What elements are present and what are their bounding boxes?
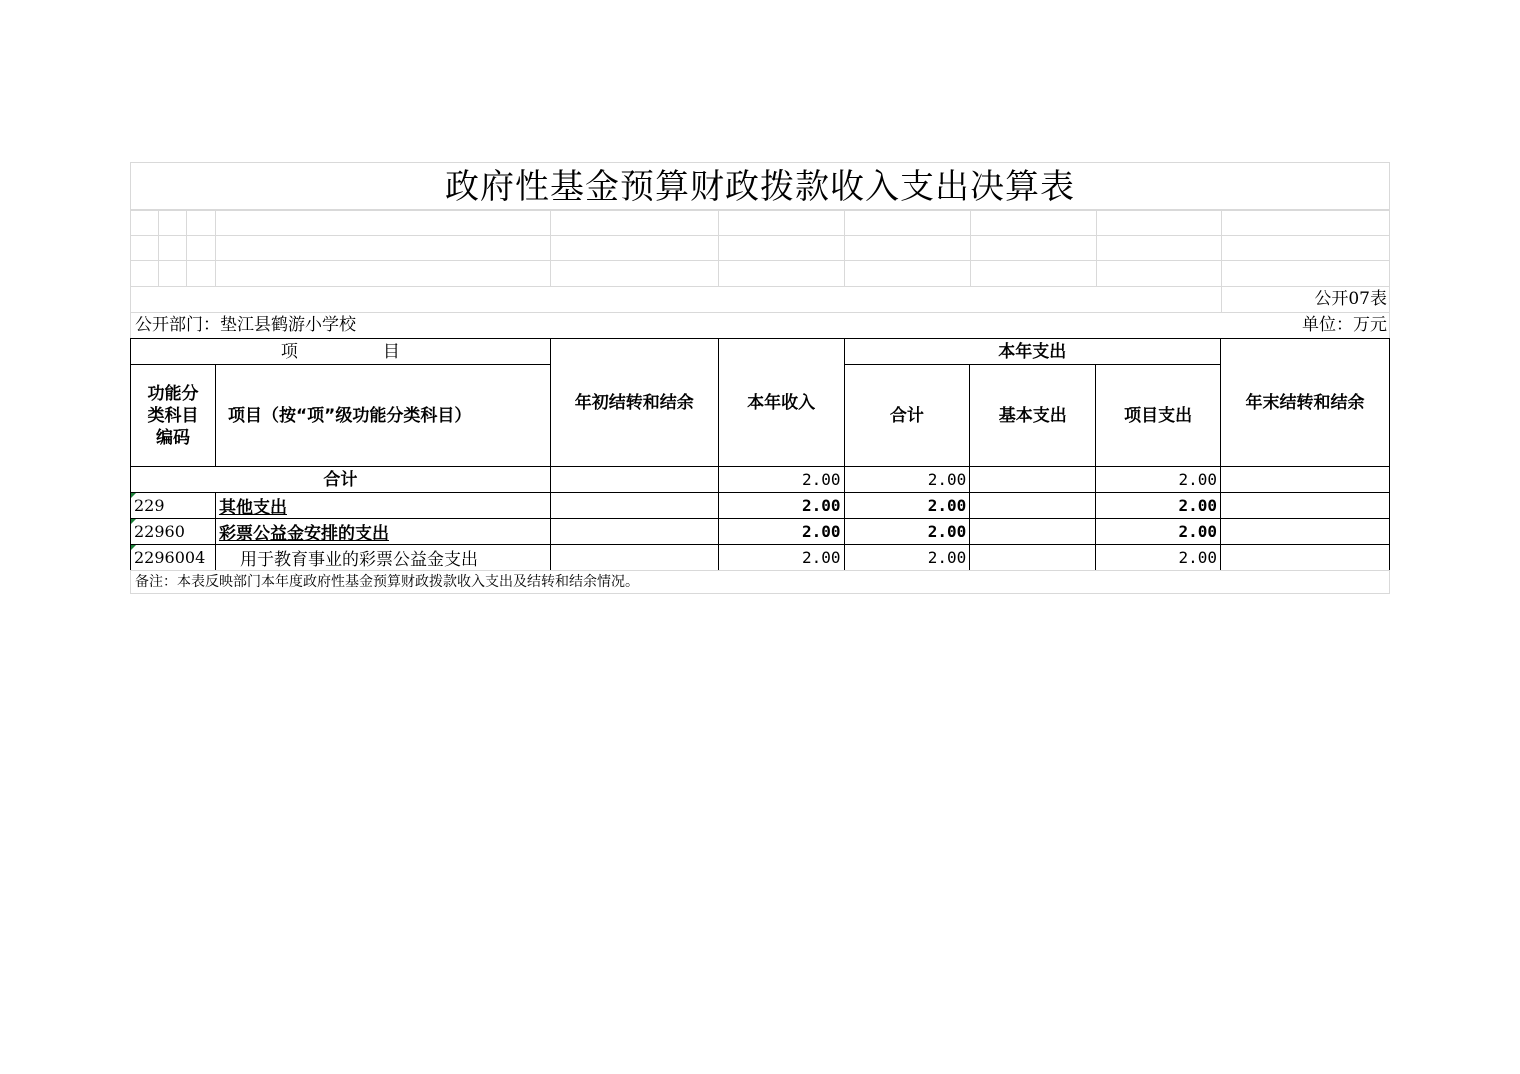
- grid-cell: [718, 235, 845, 261]
- unit-label: 单位：万元: [1302, 315, 1387, 335]
- grid-cell: [130, 286, 1222, 313]
- report-title: 政府性基金预算财政拨款收入支出决算表: [130, 162, 1390, 210]
- grid-cell: [158, 210, 187, 236]
- grid-cell: [215, 210, 551, 236]
- cell-income: 2.00: [718, 467, 844, 493]
- grid-cell: [215, 235, 551, 261]
- grid-cell: [1096, 260, 1222, 287]
- department-label: 公开部门：垫江县鹤游小学校: [135, 315, 356, 335]
- grid-cell: [844, 235, 971, 261]
- grid-cell: [130, 210, 159, 236]
- grid-cell: [550, 260, 719, 287]
- cell-total: 2.00: [844, 467, 970, 493]
- header-project-name: 项目（按“项”级功能分类科目）: [215, 365, 550, 467]
- header-basic: 基本支出: [970, 365, 1096, 467]
- cell-project-name: 用于教育事业的彩票公益金支出: [215, 545, 550, 571]
- grid-cell: [130, 235, 159, 261]
- grid-cell: [844, 210, 971, 236]
- cell-total: 2.00: [844, 493, 970, 519]
- cell-total: 2.00: [844, 545, 970, 571]
- grid-cell: [186, 235, 216, 261]
- table-row: [131, 493, 1390, 519]
- grid-cell: [1221, 260, 1390, 287]
- header-project-expense: 项目支出: [1096, 365, 1221, 467]
- cell-func-code: 2296004: [131, 545, 216, 571]
- footnote: 备注：本表反映部门本年度政府性基金预算财政拨款收入支出及结转和结余情况。: [130, 570, 1390, 594]
- cell-closing: [1221, 493, 1390, 519]
- table-row: [131, 545, 1390, 571]
- cell-basic: [970, 545, 1096, 571]
- cell-project: 2.00: [1096, 545, 1221, 571]
- grid-cell: [844, 260, 971, 287]
- green-triangle-icon: [131, 519, 136, 524]
- cell-closing: [1221, 519, 1390, 545]
- grid-cell: [186, 260, 216, 287]
- header-expense-group: 本年支出: [844, 339, 1221, 365]
- cell-opening: [550, 545, 718, 571]
- budget-table: [130, 338, 1390, 571]
- cell-closing: [1221, 545, 1390, 571]
- cell-basic: [970, 519, 1096, 545]
- header-closing-balance: 年末结转和结余: [1221, 339, 1390, 467]
- grid-cell: [718, 210, 845, 236]
- grid-cell: [550, 210, 719, 236]
- cell-project: 2.00: [1096, 493, 1221, 519]
- grid-cell: [1096, 235, 1222, 261]
- header-project: 项 目: [131, 339, 551, 365]
- grid-cell: [970, 260, 1097, 287]
- cell-func-code: 22960: [131, 519, 216, 545]
- grid-cell: [215, 260, 551, 287]
- cell-project: 2.00: [1096, 467, 1221, 493]
- green-triangle-icon: [131, 545, 136, 550]
- grid-cell: [1221, 210, 1390, 236]
- grid-cell: [158, 235, 187, 261]
- green-triangle-icon: [131, 493, 136, 498]
- grid-cell: [970, 210, 1097, 236]
- grid-cell: [550, 235, 719, 261]
- cell-basic: [970, 493, 1096, 519]
- grid-cell: [970, 235, 1097, 261]
- header-total: 合计: [844, 365, 970, 467]
- cell-total: 2.00: [844, 519, 970, 545]
- grid-cell: [158, 260, 187, 287]
- grid-cell: [130, 260, 159, 287]
- grid-cell: [1221, 235, 1390, 261]
- cell-opening: [550, 467, 718, 493]
- cell-opening: [550, 519, 718, 545]
- grid-cell: [718, 260, 845, 287]
- grid-cell: [1096, 210, 1222, 236]
- table-row: [131, 467, 1390, 493]
- header-func-code: 功能分类科目编码: [131, 365, 216, 467]
- grid-cell: [186, 210, 216, 236]
- header-opening-balance: 年初结转和结余: [550, 339, 718, 467]
- cell-project: 2.00: [1096, 519, 1221, 545]
- cell-project-name: 其他支出: [215, 493, 550, 519]
- cell-basic: [970, 467, 1096, 493]
- cell-income: 2.00: [718, 519, 844, 545]
- header-income: 本年收入: [718, 339, 844, 467]
- cell-income: 2.00: [718, 493, 844, 519]
- cell-income: 2.00: [718, 545, 844, 571]
- cell-closing: [1221, 467, 1390, 493]
- form-number: 公开07表: [1314, 289, 1387, 309]
- cell-project-name: 彩票公益金安排的支出: [215, 519, 550, 545]
- table-row: [131, 519, 1390, 545]
- cell-func-code: 229: [131, 493, 216, 519]
- row-total-label: 合计: [131, 467, 551, 493]
- cell-opening: [550, 493, 718, 519]
